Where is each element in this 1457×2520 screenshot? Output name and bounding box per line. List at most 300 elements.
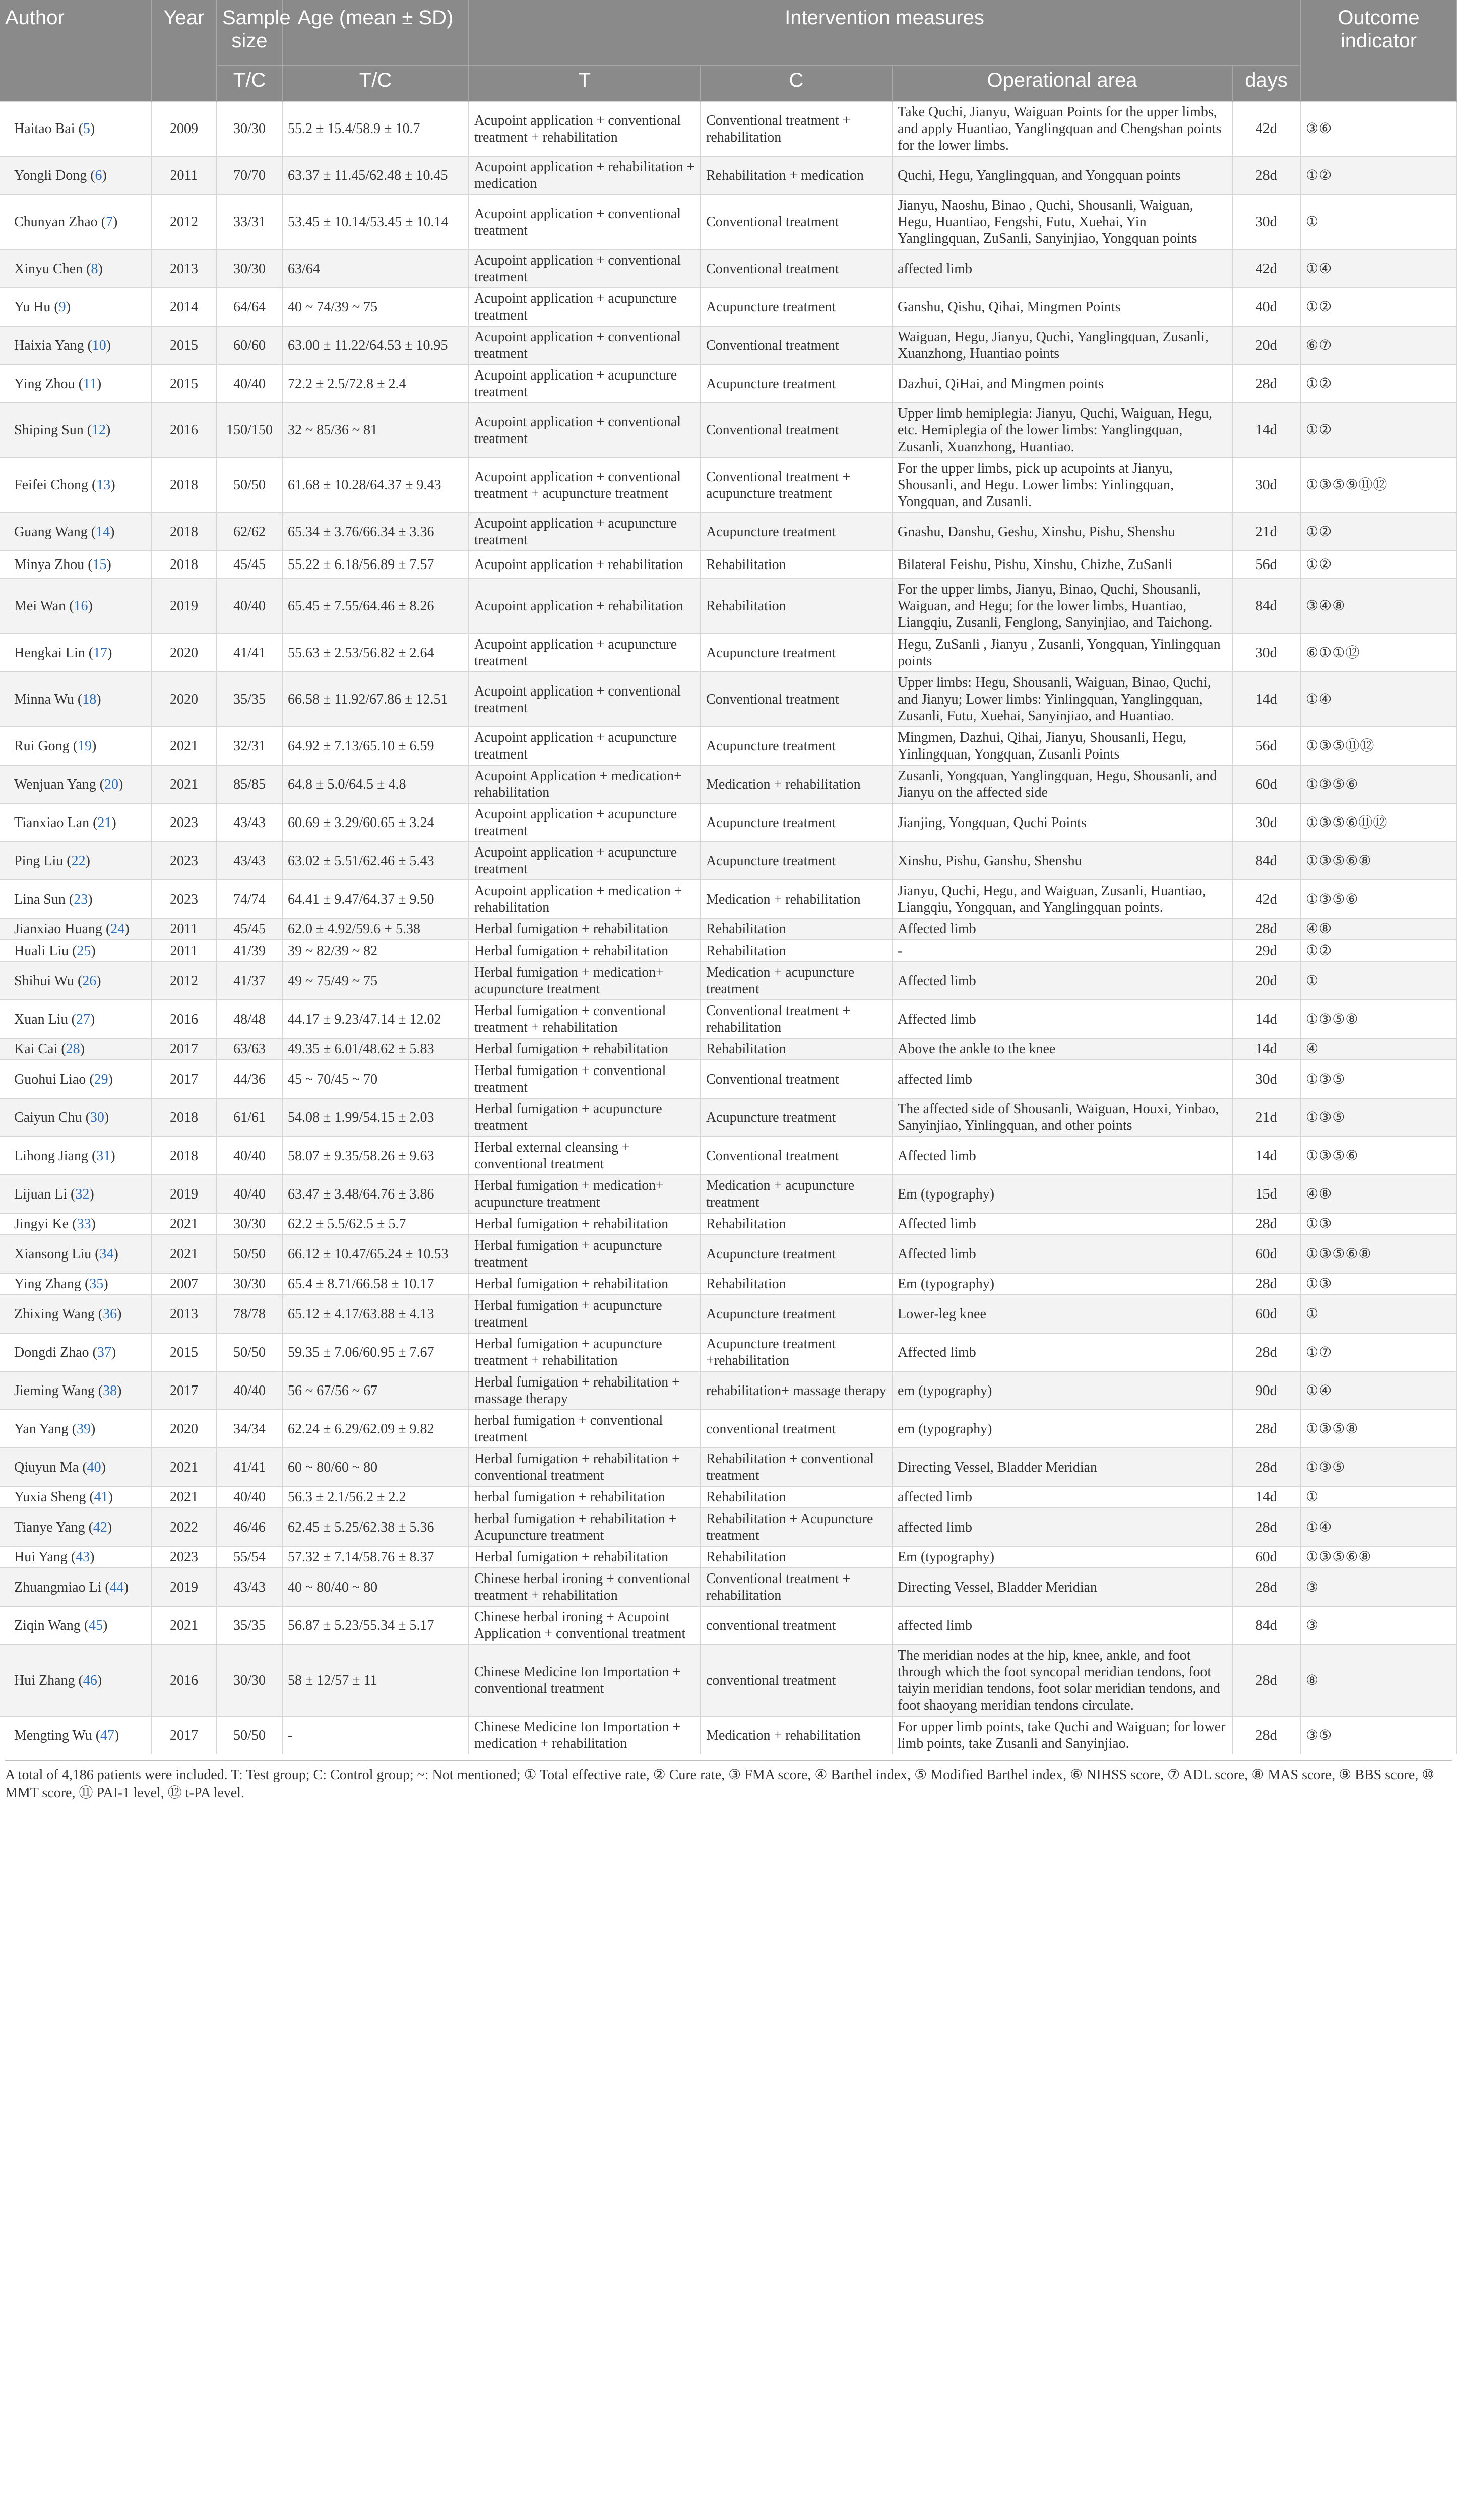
cell-operational-area: Lower-leg knee: [892, 1295, 1232, 1333]
reference-link[interactable]: 15: [92, 557, 107, 573]
reference-link[interactable]: 14: [96, 524, 110, 540]
table-row: [0, 249, 1457, 288]
cell-age: 66.12 ± 10.47/65.24 ± 10.53: [282, 1235, 469, 1273]
cell-author: Mei Wan (16): [0, 579, 151, 634]
header-sample-size: Sample size: [217, 0, 282, 65]
cell-days: 14d: [1232, 1486, 1300, 1508]
cell-operational-area: Affected limb: [892, 1235, 1232, 1273]
author-name: Jingyi Ke: [14, 1216, 69, 1232]
reference-link[interactable]: 11: [83, 375, 97, 392]
table-row: [0, 156, 1457, 195]
table-row: [0, 403, 1457, 458]
reference-link[interactable]: 41: [94, 1489, 108, 1505]
cell-test-intervention: Chinese Medicine Ion Importation + conventional treatment: [469, 1645, 701, 1716]
footnote-divider: [5, 1760, 1452, 1761]
cell-age: 49.35 ± 6.01/48.62 ± 5.83: [282, 1038, 469, 1060]
cell-age: -: [282, 1716, 469, 1754]
cell-outcome: ①③⑤⑨⑪⑫: [1300, 458, 1457, 513]
cell-test-intervention: Chinese herbal ironing + Acupoint Application + conventional treatment: [469, 1606, 701, 1645]
cell-year: 2018: [151, 458, 217, 513]
cell-outcome: ①: [1300, 1486, 1457, 1508]
cell-author: Xuan Liu (27): [0, 1000, 151, 1038]
reference-link[interactable]: 8: [91, 261, 98, 277]
cell-outcome: ⑥①①⑫: [1300, 634, 1457, 672]
reference-link[interactable]: 28: [66, 1041, 80, 1057]
cell-days: 28d: [1232, 1508, 1300, 1546]
cell-outcome: ④⑧: [1300, 1175, 1457, 1213]
cell-control-intervention: Rehabilitation: [701, 551, 892, 579]
cell-outcome: ⑧: [1300, 1645, 1457, 1716]
reference-link[interactable]: 36: [103, 1306, 117, 1322]
reference-link[interactable]: 30: [90, 1109, 104, 1125]
cell-operational-area: Affected limb: [892, 962, 1232, 1000]
cell-age: 55.63 ± 2.53/56.82 ± 2.64: [282, 634, 469, 672]
reference-link[interactable]: 5: [83, 121, 90, 137]
reference-link[interactable]: 31: [96, 1148, 111, 1164]
author-name: Jianxiao Huang: [14, 921, 102, 937]
cell-sample-size: 61/61: [217, 1098, 282, 1137]
reference-link[interactable]: 40: [87, 1459, 101, 1475]
table-row: [0, 765, 1457, 803]
cell-days: 84d: [1232, 842, 1300, 880]
cell-year: 2018: [151, 513, 217, 551]
cell-outcome: ①③⑤: [1300, 1098, 1457, 1137]
cell-outcome: ⑥⑦: [1300, 326, 1457, 364]
cell-operational-area: The meridian nodes at the hip, knee, ankle, and foot through which the foot syncopal meridian tendons, foot taiyin meridian tendons, foot solar meridian tendons, and foot shaoyang meridian tendons circulate.: [892, 1645, 1232, 1716]
cell-test-intervention: Herbal fumigation + acupuncture treatment + rehabilitation: [469, 1333, 701, 1371]
cell-author: Xinyu Chen (8): [0, 249, 151, 288]
cell-age: 40 ~ 74/39 ~ 75: [282, 288, 469, 326]
reference-link[interactable]: 17: [93, 645, 108, 661]
cell-control-intervention: Rehabilitation: [701, 579, 892, 634]
reference-link[interactable]: 38: [103, 1382, 117, 1399]
cell-control-intervention: Acupuncture treatment +rehabilitation: [701, 1333, 892, 1371]
cell-outcome: ③④⑧: [1300, 579, 1457, 634]
cell-operational-area: Jianyu, Naoshu, Binao , Quchi, Shousanli, Waiguan, Hegu, Huantiao, Fengshi, Futu, Xuehai, Yin Yanglingquan, ZuSanli, Sanyinjiao, Yongquan points: [892, 195, 1232, 249]
cell-operational-area: affected limb: [892, 1486, 1232, 1508]
cell-year: 2018: [151, 1098, 217, 1137]
cell-test-intervention: Acupoint application + conventional treatment: [469, 403, 701, 458]
cell-outcome: ①②: [1300, 403, 1457, 458]
cell-age: 45 ~ 70/45 ~ 70: [282, 1060, 469, 1098]
cell-control-intervention: Medication + rehabilitation: [701, 765, 892, 803]
reference-link[interactable]: 33: [77, 1216, 91, 1232]
cell-author: Yongli Dong (6): [0, 156, 151, 195]
cell-outcome: ①④: [1300, 1508, 1457, 1546]
cell-test-intervention: Chinese Medicine Ion Importation + medication + rehabilitation: [469, 1716, 701, 1754]
reference-link[interactable]: 44: [109, 1579, 124, 1595]
cell-control-intervention: conventional treatment: [701, 1606, 892, 1645]
cell-sample-size: 41/41: [217, 634, 282, 672]
table-row: [0, 1235, 1457, 1273]
reference-link[interactable]: 26: [82, 973, 97, 989]
cell-days: 60d: [1232, 1546, 1300, 1568]
author-name: Minna Wu: [14, 691, 74, 707]
cell-year: 2014: [151, 288, 217, 326]
cell-operational-area: affected limb: [892, 1060, 1232, 1098]
cell-control-intervention: Conventional treatment: [701, 672, 892, 727]
cell-year: 2016: [151, 403, 217, 458]
cell-test-intervention: Acupoint application + acupuncture treatment: [469, 364, 701, 403]
cell-test-intervention: Herbal fumigation + conventional treatment: [469, 1060, 701, 1098]
reference-link[interactable]: 47: [100, 1727, 115, 1743]
reference-link[interactable]: 25: [77, 943, 91, 959]
cell-control-intervention: Conventional treatment + acupuncture treatment: [701, 458, 892, 513]
cell-days: 28d: [1232, 1645, 1300, 1716]
cell-days: 40d: [1232, 288, 1300, 326]
reference-link[interactable]: 34: [99, 1246, 114, 1262]
cell-age: 63.00 ± 11.22/64.53 ± 10.95: [282, 326, 469, 364]
author-name: Zhixing Wang: [14, 1306, 95, 1322]
table-row: [0, 1295, 1457, 1333]
cell-sample-size: 45/45: [217, 918, 282, 940]
reference-link[interactable]: 46: [83, 1672, 97, 1688]
header-year: Year: [151, 0, 217, 101]
cell-age: 40 ~ 80/40 ~ 80: [282, 1568, 469, 1606]
cell-control-intervention: Acupuncture treatment: [701, 803, 892, 842]
author-name: Qiuyun Ma: [14, 1459, 79, 1475]
cell-age: 39 ~ 82/39 ~ 82: [282, 940, 469, 962]
cell-control-intervention: Acupuncture treatment: [701, 364, 892, 403]
author-name: Rui Gong: [14, 738, 70, 754]
cell-year: 2022: [151, 1508, 217, 1546]
table-row: [0, 1448, 1457, 1486]
cell-year: 2020: [151, 1410, 217, 1448]
cell-outcome: ③: [1300, 1606, 1457, 1645]
cell-year: 2019: [151, 579, 217, 634]
cell-outcome: ①④: [1300, 1371, 1457, 1410]
cell-year: 2021: [151, 1213, 217, 1235]
header-test-group: T: [469, 65, 701, 101]
author-name: Shihui Wu: [14, 973, 74, 989]
cell-days: 15d: [1232, 1175, 1300, 1213]
cell-sample-size: 30/30: [217, 101, 282, 156]
cell-sample-size: 30/30: [217, 1273, 282, 1295]
reference-link[interactable]: 37: [97, 1344, 111, 1360]
cell-age: 56.87 ± 5.23/55.34 ± 5.17: [282, 1606, 469, 1645]
table-row: [0, 1213, 1457, 1235]
cell-operational-area: Bilateral Feishu, Pishu, Xinshu, Chizhe, ZuSanli: [892, 551, 1232, 579]
reference-link[interactable]: 43: [76, 1549, 90, 1565]
cell-author: Tianxiao Lan (21): [0, 803, 151, 842]
cell-days: 28d: [1232, 1333, 1300, 1371]
cell-days: 30d: [1232, 458, 1300, 513]
table-row: [0, 1371, 1457, 1410]
cell-control-intervention: Rehabilitation: [701, 1213, 892, 1235]
cell-operational-area: Gnashu, Danshu, Geshu, Xinshu, Pishu, Shenshu: [892, 513, 1232, 551]
cell-test-intervention: Herbal external cleansing + conventional treatment: [469, 1137, 701, 1175]
cell-age: 62.2 ± 5.5/62.5 ± 5.7: [282, 1213, 469, 1235]
reference-link[interactable]: 29: [94, 1071, 108, 1087]
cell-year: 2017: [151, 1716, 217, 1754]
cell-sample-size: 30/30: [217, 1213, 282, 1235]
reference-link[interactable]: 10: [92, 337, 106, 353]
cell-age: 61.68 ± 10.28/64.37 ± 9.43: [282, 458, 469, 513]
cell-age: 55.22 ± 6.18/56.89 ± 7.57: [282, 551, 469, 579]
cell-sample-size: 62/62: [217, 513, 282, 551]
author-name: Ying Zhang: [14, 1276, 81, 1292]
reference-link[interactable]: 12: [92, 422, 106, 438]
cell-sample-size: 74/74: [217, 880, 282, 918]
author-name: Zhuangmiao Li: [14, 1579, 102, 1595]
cell-year: 2023: [151, 842, 217, 880]
reference-link[interactable]: 27: [76, 1011, 90, 1027]
cell-year: 2021: [151, 1606, 217, 1645]
header-control-group: C: [701, 65, 892, 101]
table-row: [0, 918, 1457, 940]
cell-author: Tianye Yang (42): [0, 1508, 151, 1546]
cell-age: 56.3 ± 2.1/56.2 ± 2.2: [282, 1486, 469, 1508]
cell-days: 60d: [1232, 1235, 1300, 1273]
cell-sample-size: 40/40: [217, 579, 282, 634]
cell-author: Zhuangmiao Li (44): [0, 1568, 151, 1606]
cell-operational-area: Quchi, Hegu, Yanglingquan, and Yongquan points: [892, 156, 1232, 195]
author-name: Tianxiao Lan: [14, 814, 90, 831]
cell-test-intervention: Acupoint application + conventional treatment: [469, 195, 701, 249]
cell-year: 2015: [151, 364, 217, 403]
cell-control-intervention: Conventional treatment + rehabilitation: [701, 1568, 892, 1606]
cell-operational-area: Affected limb: [892, 1213, 1232, 1235]
cell-age: 63/64: [282, 249, 469, 288]
cell-operational-area: Waiguan, Hegu, Jianyu, Quchi, Yanglingquan, Zusanli, Xuanzhong, Huantiao points: [892, 326, 1232, 364]
cell-author: Wenjuan Yang (20): [0, 765, 151, 803]
cell-outcome: ①②: [1300, 551, 1457, 579]
cell-days: 42d: [1232, 101, 1300, 156]
reference-link[interactable]: 20: [104, 776, 118, 792]
cell-year: 2011: [151, 156, 217, 195]
cell-year: 2020: [151, 634, 217, 672]
cell-control-intervention: Acupuncture treatment: [701, 288, 892, 326]
reference-link[interactable]: 9: [58, 299, 66, 315]
reference-link[interactable]: 19: [78, 738, 92, 754]
cell-outcome: ①③⑤⑥⑧: [1300, 1235, 1457, 1273]
cell-age: 54.08 ± 1.99/54.15 ± 2.03: [282, 1098, 469, 1137]
cell-sample-size: 40/40: [217, 1137, 282, 1175]
cell-days: 21d: [1232, 513, 1300, 551]
author-name: Yuxia Sheng: [14, 1489, 86, 1505]
cell-days: 84d: [1232, 1606, 1300, 1645]
reference-link[interactable]: 23: [74, 891, 88, 907]
cell-test-intervention: Herbal fumigation + acupuncture treatment: [469, 1295, 701, 1333]
cell-outcome: ①⑦: [1300, 1333, 1457, 1371]
cell-outcome: ③⑥: [1300, 101, 1457, 156]
cell-operational-area: Affected limb: [892, 918, 1232, 940]
cell-test-intervention: Herbal fumigation + rehabilitation: [469, 940, 701, 962]
reference-link[interactable]: 45: [89, 1617, 103, 1633]
table-row: [0, 1645, 1457, 1716]
cell-test-intervention: Herbal fumigation + rehabilitation: [469, 1038, 701, 1060]
cell-control-intervention: Conventional treatment: [701, 1137, 892, 1175]
cell-operational-area: Directing Vessel, Bladder Meridian: [892, 1448, 1232, 1486]
author-name: Yan Yang: [14, 1421, 69, 1437]
cell-author: Lijuan Li (32): [0, 1175, 151, 1213]
cell-outcome: ①③⑤: [1300, 1060, 1457, 1098]
cell-outcome: ①: [1300, 1295, 1457, 1333]
cell-test-intervention: herbal fumigation + conventional treatment: [469, 1410, 701, 1448]
table-row: [0, 326, 1457, 364]
cell-year: 2012: [151, 195, 217, 249]
reference-link[interactable]: 7: [105, 214, 113, 230]
cell-days: 28d: [1232, 1568, 1300, 1606]
cell-days: 28d: [1232, 918, 1300, 940]
author-name: Xuan Liu: [14, 1011, 68, 1027]
author-name: Guohui Liao: [14, 1071, 86, 1087]
cell-sample-size: 40/40: [217, 1486, 282, 1508]
cell-year: 2016: [151, 1645, 217, 1716]
cell-outcome: ①②: [1300, 364, 1457, 403]
cell-test-intervention: Acupoint Application + medication+ rehabilitation: [469, 765, 701, 803]
reference-link[interactable]: 6: [95, 167, 102, 183]
cell-author: Guohui Liao (29): [0, 1060, 151, 1098]
cell-operational-area: Ganshu, Qishu, Qihai, Mingmen Points: [892, 288, 1232, 326]
cell-control-intervention: Conventional treatment: [701, 326, 892, 364]
cell-control-intervention: Conventional treatment: [701, 403, 892, 458]
author-name: Shiping Sun: [14, 422, 84, 438]
cell-outcome: ①③⑤⑥: [1300, 880, 1457, 918]
cell-author: Yu Hu (9): [0, 288, 151, 326]
cell-author: Yan Yang (39): [0, 1410, 151, 1448]
cell-operational-area: Affected limb: [892, 1000, 1232, 1038]
cell-control-intervention: Acupuncture treatment: [701, 1235, 892, 1273]
cell-days: 30d: [1232, 1060, 1300, 1098]
cell-year: 2023: [151, 1546, 217, 1568]
reference-link[interactable]: 13: [96, 477, 111, 493]
cell-outcome: ①②: [1300, 513, 1457, 551]
cell-outcome: ①②: [1300, 288, 1457, 326]
cell-outcome: ①③⑤: [1300, 1448, 1457, 1486]
reference-link[interactable]: 21: [97, 814, 112, 831]
cell-author: Jianxiao Huang (24): [0, 918, 151, 940]
cell-days: 21d: [1232, 1098, 1300, 1137]
cell-control-intervention: Medication + rehabilitation: [701, 880, 892, 918]
cell-test-intervention: Herbal fumigation + medication+ acupuncture treatment: [469, 1175, 701, 1213]
cell-control-intervention: Rehabilitation: [701, 1546, 892, 1568]
cell-year: 2021: [151, 1448, 217, 1486]
cell-author: Haixia Yang (10): [0, 326, 151, 364]
header-sample-tc: T/C: [217, 65, 282, 101]
cell-author: Shiping Sun (12): [0, 403, 151, 458]
cell-test-intervention: Acupoint application + acupuncture treatment: [469, 513, 701, 551]
cell-operational-area: Dazhui, QiHai, and Mingmen points: [892, 364, 1232, 403]
cell-operational-area: affected limb: [892, 249, 1232, 288]
reference-link[interactable]: 39: [76, 1421, 91, 1437]
cell-operational-area: affected limb: [892, 1508, 1232, 1546]
cell-test-intervention: Herbal fumigation + rehabilitation: [469, 1213, 701, 1235]
cell-test-intervention: Herbal fumigation + rehabilitation: [469, 1546, 701, 1568]
cell-test-intervention: Acupoint application + conventional treatment + rehabilitation: [469, 101, 701, 156]
cell-operational-area: Upper limbs: Hegu, Shousanli, Waiguan, Binao, Quchi, and Jianyu; Lower limbs: Yinlingquan, Yanglingquan, Zusanli, Futu, Xuehai, Sanyinjiao, and Huantiao.: [892, 672, 1232, 727]
cell-test-intervention: Acupoint application + rehabilitation: [469, 579, 701, 634]
reference-link[interactable]: 35: [89, 1276, 104, 1292]
cell-operational-area: For the upper limbs, Jianyu, Binao, Quchi, Shousanli, Waiguan, and Hegu; for the lower limbs, Huantiao, Liangqiu, Zusanli, Fenglong, Sanyinjiao, and Taichong.: [892, 579, 1232, 634]
author-name: Mei Wan: [14, 598, 66, 614]
reference-link[interactable]: 22: [71, 853, 86, 869]
cell-age: 65.45 ± 7.55/64.46 ± 8.26: [282, 579, 469, 634]
cell-outcome: ①③: [1300, 1273, 1457, 1295]
cell-outcome: ①③⑤⑥: [1300, 765, 1457, 803]
author-name: Xiansong Liu: [14, 1246, 92, 1262]
cell-test-intervention: herbal fumigation + rehabilitation: [469, 1486, 701, 1508]
cell-operational-area: For upper limb points, take Quchi and Waiguan; for lower limb points, take Zusanli and Sanyinjiao.: [892, 1716, 1232, 1754]
cell-author: Jieming Wang (38): [0, 1371, 151, 1410]
cell-control-intervention: Acupuncture treatment: [701, 727, 892, 765]
cell-outcome: ①②: [1300, 940, 1457, 962]
cell-control-intervention: conventional treatment: [701, 1410, 892, 1448]
cell-sample-size: 33/31: [217, 195, 282, 249]
cell-author: Zhixing Wang (36): [0, 1295, 151, 1333]
author-name: Xinyu Chen: [14, 261, 83, 277]
cell-days: 56d: [1232, 551, 1300, 579]
author-name: Chunyan Zhao: [14, 214, 98, 230]
cell-age: 62.24 ± 6.29/62.09 ± 9.82: [282, 1410, 469, 1448]
reference-link[interactable]: 16: [74, 598, 88, 614]
cell-author: Minya Zhou (15): [0, 551, 151, 579]
cell-outcome: ①③⑤⑥: [1300, 1137, 1457, 1175]
cell-age: 56 ~ 67/56 ~ 67: [282, 1371, 469, 1410]
cell-operational-area: Upper limb hemiplegia: Jianyu, Quchi, Waiguan, Hegu, etc. Hemiplegia of the lower limbs: Yanglingquan, Zusanli, Xuanzhong, Huantiao.: [892, 403, 1232, 458]
cell-sample-size: 41/37: [217, 962, 282, 1000]
cell-sample-size: 50/50: [217, 1716, 282, 1754]
cell-year: 2015: [151, 326, 217, 364]
cell-control-intervention: Conventional treatment + rehabilitation: [701, 1000, 892, 1038]
cell-age: 60 ~ 80/60 ~ 80: [282, 1448, 469, 1486]
table-row: [0, 672, 1457, 727]
cell-author: Mengting Wu (47): [0, 1716, 151, 1754]
header-outcome: Outcome indicator: [1300, 0, 1457, 101]
cell-control-intervention: Acupuncture treatment: [701, 634, 892, 672]
cell-control-intervention: Acupuncture treatment: [701, 842, 892, 880]
cell-author: Ping Liu (22): [0, 842, 151, 880]
cell-test-intervention: Herbal fumigation + rehabilitation + massage therapy: [469, 1371, 701, 1410]
cell-age: 60.69 ± 3.29/60.65 ± 3.24: [282, 803, 469, 842]
cell-author: Chunyan Zhao (7): [0, 195, 151, 249]
header-author: Author: [0, 0, 151, 101]
cell-outcome: ①③⑤⑥⑧: [1300, 842, 1457, 880]
author-name: Huali Liu: [14, 943, 69, 959]
cell-age: 55.2 ± 15.4/58.9 ± 10.7: [282, 101, 469, 156]
cell-operational-area: Em (typography): [892, 1175, 1232, 1213]
table-row: [0, 1175, 1457, 1213]
cell-age: 53.45 ± 10.14/53.45 ± 10.14: [282, 195, 469, 249]
cell-test-intervention: Herbal fumigation + acupuncture treatment: [469, 1235, 701, 1273]
cell-sample-size: 34/34: [217, 1410, 282, 1448]
reference-link[interactable]: 42: [93, 1519, 107, 1535]
table-row: [0, 1273, 1457, 1295]
cell-year: 2016: [151, 1000, 217, 1038]
author-name: Lihong Jiang: [14, 1148, 88, 1164]
cell-test-intervention: Acupoint application + acupuncture treatment: [469, 634, 701, 672]
table-row: [0, 513, 1457, 551]
cell-control-intervention: Acupuncture treatment: [701, 513, 892, 551]
table-row: [0, 458, 1457, 513]
cell-days: 14d: [1232, 672, 1300, 727]
reference-link[interactable]: 18: [82, 691, 97, 707]
cell-outcome: ①③⑤⑥⑧: [1300, 1546, 1457, 1568]
cell-days: 14d: [1232, 1137, 1300, 1175]
author-name: Haitao Bai: [14, 121, 75, 137]
cell-author: Jingyi Ke (33): [0, 1213, 151, 1235]
reference-link[interactable]: 32: [75, 1186, 90, 1202]
reference-link[interactable]: 24: [110, 921, 125, 937]
table-row: [0, 1716, 1457, 1754]
cell-year: 2023: [151, 880, 217, 918]
cell-age: 58.07 ± 9.35/58.26 ± 9.63: [282, 1137, 469, 1175]
author-name: Haixia Yang: [14, 337, 84, 353]
table-row: [0, 842, 1457, 880]
cell-test-intervention: Herbal fumigation + medication+ acupuncture treatment: [469, 962, 701, 1000]
cell-author: Hengkai Lin (17): [0, 634, 151, 672]
cell-operational-area: For the upper limbs, pick up acupoints at Jianyu, Shousanli, and Hegu. Lower limbs: Yinlingquan, Yongquan, and Zusanli.: [892, 458, 1232, 513]
